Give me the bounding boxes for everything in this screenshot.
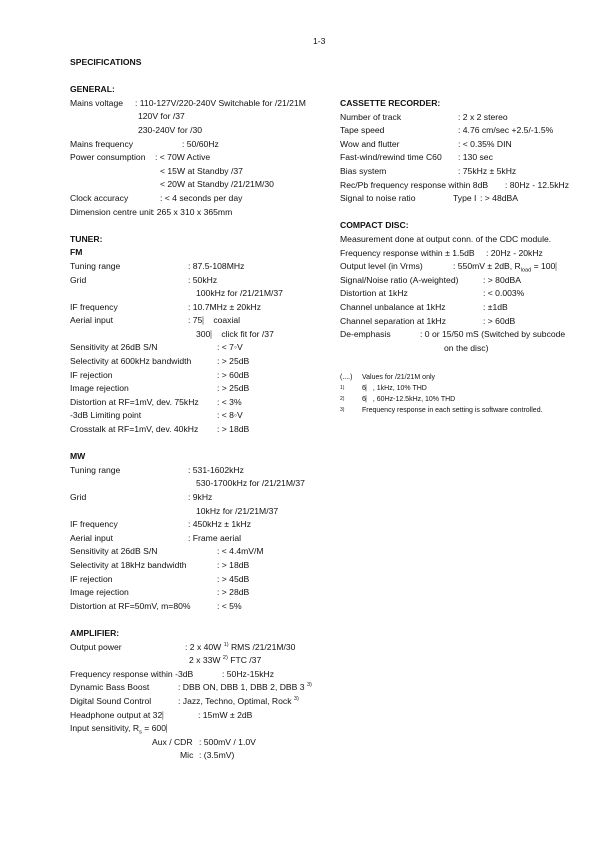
spec-row-power-consumption — [70, 151, 340, 165]
spec-row-signal-to-noise: Signal to noise ratio Type I : > 48dBA — [340, 193, 518, 204]
spec-label: Image rejection — [70, 383, 129, 394]
spec-row-channel-separation-at-1khz — [340, 315, 590, 329]
spec-row-mw-image-rejection — [70, 586, 340, 600]
spec-row-bias-system — [340, 165, 590, 179]
spec-value: : 450kHz ± 1kHz — [188, 519, 251, 530]
spec-value: : < 70W Active — [155, 152, 211, 163]
spec-label: Image rejection — [70, 587, 129, 598]
spec-value: : > 60dB — [217, 369, 250, 380]
footnote-text: 6⎸, 1kHz, 10% THD — [362, 385, 427, 393]
footnote-mark: 2) — [340, 396, 345, 403]
spec-row-tape-speed — [340, 124, 590, 138]
spec-label: Selectivity at 600kHz bandwidth — [70, 356, 192, 367]
spec-value: : > 60dB — [483, 315, 516, 326]
spec-label: Number of track — [340, 111, 402, 122]
spec-value: : 130 sec — [458, 152, 493, 163]
spec-value: : ±1dB — [483, 301, 508, 312]
spec-label: Distortion at 1kHz — [340, 288, 408, 299]
spec-label: Power consumption — [70, 152, 146, 163]
spec-row-continued — [70, 178, 340, 192]
spec-label: Distortion at RF=1mV, dev. 75kHz — [70, 396, 199, 407]
spec-value: : 10.7MHz ± 20kHz — [188, 301, 262, 312]
spec-value: : 50/60Hz — [182, 138, 219, 149]
spec-label: Distortion at RF=50mV, m=80% — [70, 600, 191, 611]
page-title: SPECIFICATIONS — [70, 57, 142, 67]
spec-value: 100kHz for /21/21M/37 — [196, 288, 283, 299]
spec-value: : 75⎸ coaxial — [188, 315, 241, 326]
spec-value: : < 0.003% — [483, 288, 525, 299]
spec-value: < 20W at Standby /21/21M/30 — [160, 179, 274, 190]
spec-value: : > 28dB — [217, 587, 250, 598]
spec-value: : < 3% — [217, 396, 242, 407]
spec-value: : > 18dB — [217, 424, 250, 435]
footnote-text: 6⎸, 60Hz-12.5kHz, 10% THD — [362, 396, 456, 404]
cd-heading: COMPACT DISC: — [340, 220, 409, 231]
spec-label: Tuning range — [70, 260, 121, 271]
spec-label: IF frequency — [70, 301, 118, 312]
spec-value: : 2 x 2 stereo — [458, 111, 508, 122]
spec-row-fm-sensitivity-at-26db-s-n — [70, 341, 340, 355]
spec-label: Grid — [70, 274, 87, 285]
spec-label: Channel unbalance at 1kHz — [340, 301, 446, 312]
spec-row-mains-voltage — [70, 97, 340, 111]
spec-row-mw-sensitivity-at-26db-s-n — [70, 545, 340, 559]
cassette-heading: CASSETTE RECORDER: — [340, 98, 441, 108]
spec-row-fm-distortion-at-rf-1mv-dev-75khz — [70, 396, 340, 410]
spec-label: Mains voltage — [70, 97, 124, 108]
spec-row-fm-aerial-input — [70, 314, 340, 328]
spec-value: : 75kHz ± 5kHz — [458, 165, 517, 176]
spec-row-rec-pb-frequency: Rec/Pb frequency response within 8dB : 80Hz - 12.5kHz — [340, 179, 569, 190]
cassette-section — [340, 111, 590, 179]
spec-value: < 15W at Standby /37 — [160, 165, 243, 176]
spec-label: Sensitivity at 26dB S/N — [70, 342, 158, 353]
spec-label: Sensitivity at 26dB S/N — [70, 546, 158, 557]
spec-value: : 50kHz — [188, 274, 218, 285]
spec-label: Mains frequency — [70, 138, 134, 149]
spec-row-mw-if-frequency — [70, 518, 340, 532]
spec-row-mw-distortion-at-rf-50mv-m-80 — [70, 600, 340, 614]
spec-row-continued — [70, 124, 340, 138]
spec-label: IF rejection — [70, 369, 113, 380]
spec-row-mw-selectivity-at-18khz-bandwidth — [70, 559, 340, 573]
spec-label: Crosstalk at RF=1mV, dev. 40kHz — [70, 424, 199, 435]
left-column — [70, 56, 340, 763]
spec-row-continued — [70, 110, 340, 124]
spec-row-input-sensitivity: Input sensitivity, $R_s$ = 600⎸ — [70, 723, 175, 736]
spec-label: Tuning range — [70, 464, 121, 475]
spec-label: IF frequency — [70, 519, 118, 530]
spec-label: Fast-wind/rewind time C60 — [340, 152, 442, 163]
spec-row-fm-selectivity-at-600khz-bandwidth — [70, 355, 340, 369]
spec-value: : < 4.4mV/M — [217, 546, 264, 557]
right-column — [340, 97, 590, 417]
spec-row-fm-if-frequency — [70, 301, 340, 315]
spec-value: 530-1700kHz for /21/21M/37 — [196, 478, 305, 489]
spec-row-de-emphasis: De-emphasis : 0 or 15/50 mS (Switched by subcode — [340, 329, 566, 340]
spec-label: Clock accuracy — [70, 192, 129, 203]
spec-label: Aerial input — [70, 532, 113, 543]
cd-section — [340, 274, 590, 328]
spec-value: : > 18dB — [217, 559, 250, 570]
spec-row-continued — [70, 165, 340, 179]
spec-label: Wow and flutter — [340, 138, 400, 149]
spec-label: Dimension centre unit — [70, 206, 154, 217]
footnote-item — [340, 372, 590, 383]
spec-value: : < 0.35% DIN — [458, 138, 512, 149]
spec-value: : Frame aerial — [188, 532, 242, 543]
cd-intro: Measurement done at output conn. of the CDC module. — [340, 233, 552, 244]
footnote-text: Values for /21/21M only — [362, 373, 436, 381]
spec-value: : 4.76 cm/sec +2.5/-1.5% — [458, 125, 554, 136]
general-section — [70, 97, 340, 219]
spec-value: 300⎸ click fit for /37 — [196, 328, 274, 339]
spec-value: : > 45dB — [217, 573, 250, 584]
spec-value: : 531-1602kHz — [188, 464, 244, 475]
spec-row-clock-accuracy — [70, 192, 340, 206]
spec-value: : 87.5-108MHz — [188, 260, 245, 271]
spec-label: IF rejection — [70, 573, 113, 584]
spec-row-mw-continued — [70, 505, 340, 519]
footnote-item — [340, 383, 590, 394]
spec-value: : < 7◦V — [217, 342, 243, 353]
spec-label: Bias system — [340, 165, 387, 176]
spec-row-fm-continued — [70, 287, 340, 301]
spec-row-fm-3db-limiting-point — [70, 409, 340, 423]
spec-value: : > 80dBA — [483, 274, 521, 285]
spec-row-cd-output-level: Output level (in Vrms) : 550mV ± 2dB, $R_{load}$ = 100⎸ — [340, 261, 564, 274]
footnotes — [340, 372, 590, 417]
spec-row-cd-frequency: Frequency response within ± 1.5dB : 20Hz - 20kHz — [340, 247, 543, 258]
spec-row-de-emphasis-2: on the disc) — [444, 342, 489, 353]
spec-row-mains-frequency — [70, 138, 340, 152]
spec-label: Grid — [70, 492, 87, 502]
spec-row-mw-aerial-input — [70, 532, 340, 546]
spec-value: : < 8◦V — [217, 410, 243, 421]
spec-label: Selectivity at 18kHz bandwidth — [70, 559, 187, 570]
spec-row-aux-cdr: Aux / CDR : 500mV / 1.0V — [152, 736, 256, 747]
spec-row-wow-and-flutter — [340, 138, 590, 152]
spec-row-fast-wind-rewind-time-c60 — [340, 151, 590, 165]
mw-section — [70, 464, 340, 614]
footnote-mark: 3) — [340, 407, 345, 414]
page-number: 1-3 — [313, 36, 326, 46]
spec-value: : > 25dB — [217, 383, 250, 394]
amplifier-heading: AMPLIFIER: — [70, 627, 120, 638]
mw-heading: MW — [70, 451, 86, 462]
spec-row-mic: Mic : (3.5mV) — [180, 750, 235, 761]
footnote-mark: (....) — [340, 373, 353, 381]
spec-value: 120V for /37 — [138, 111, 185, 122]
spec-row-signal-noise-ratio-a-weighted — [340, 274, 590, 288]
spec-value: : > 25dB — [217, 356, 250, 367]
spec-row-mw-tuning-range — [70, 464, 340, 478]
spec-label: Channel separation at 1kHz — [340, 315, 447, 326]
spec-label: Tape speed — [340, 125, 385, 136]
spec-row-mw-continued — [70, 477, 340, 491]
spec-label: Signal/Noise ratio (A-weighted) — [340, 274, 459, 285]
spec-value: : < 4 seconds per day — [160, 192, 243, 203]
spec-row-dimension-centre-unit — [70, 206, 340, 220]
tuner-heading: TUNER: — [70, 233, 103, 244]
spec-row-fm-tuning-range — [70, 260, 340, 274]
footnote-mark: 1) — [340, 385, 345, 392]
spec-row-output-power: Output power : 2 x 40W $^{1)}$ RMS /21/21M/30 — [70, 641, 296, 652]
spec-row-headphone-output: Headphone output at 32⎸ : 15mW ± 2dB — [70, 709, 253, 720]
spec-row-fm-grid — [70, 274, 340, 288]
spec-value: 10kHz for /21/21M/37 — [196, 505, 279, 516]
amplifier-section — [70, 641, 340, 763]
spec-value: 230-240V for /30 — [138, 124, 203, 135]
spec-value: : 265 x 310 x 365mm — [152, 206, 233, 217]
footnote-item — [340, 394, 590, 405]
spec-row-channel-unbalance-at-1khz — [340, 301, 590, 315]
spec-value: : 9kHz — [188, 492, 213, 502]
footnote-item — [340, 405, 590, 416]
fm-heading: FM — [70, 247, 83, 258]
spec-row-fm-crosstalk-at-rf-1mv-dev-40khz — [70, 423, 340, 437]
spec-row-digital-sound-control: Digital Sound Control : Jazz, Techno, Optimal, Rock $^{3)}$ — [70, 695, 299, 706]
spec-row-mw-if-rejection — [70, 573, 340, 587]
spec-row-distortion-at-1khz — [340, 287, 590, 301]
spec-row-frequency-response: Frequency response within -3dB : 50Hz-15kHz — [70, 668, 275, 679]
spec-value: : 110-127V/220-240V Switchable for /21/21M — [135, 97, 306, 108]
spec-row-fm-continued — [70, 328, 340, 342]
spec-label: -3dB Limiting point — [70, 410, 142, 421]
spec-row-fm-image-rejection — [70, 382, 340, 396]
spec-row-number-of-track — [340, 111, 590, 125]
fm-section — [70, 260, 340, 437]
spec-row-output-power-2: 2 x 33W $^{2)}$ FTC /37 — [189, 655, 262, 666]
spec-row-mw-grid — [70, 491, 340, 505]
spec-row-fm-if-rejection — [70, 369, 340, 383]
footnote-text: Frequency response in each setting is software controlled. — [362, 407, 543, 415]
spec-value: : < 5% — [217, 600, 242, 611]
general-heading: GENERAL: — [70, 84, 115, 95]
spec-label: Aerial input — [70, 315, 113, 326]
spec-row-dynamic-bass-boost: Dynamic Bass Boost : DBB ON, DBB 1, DBB 2, DBB 3 $^{3)}$ — [70, 682, 312, 693]
